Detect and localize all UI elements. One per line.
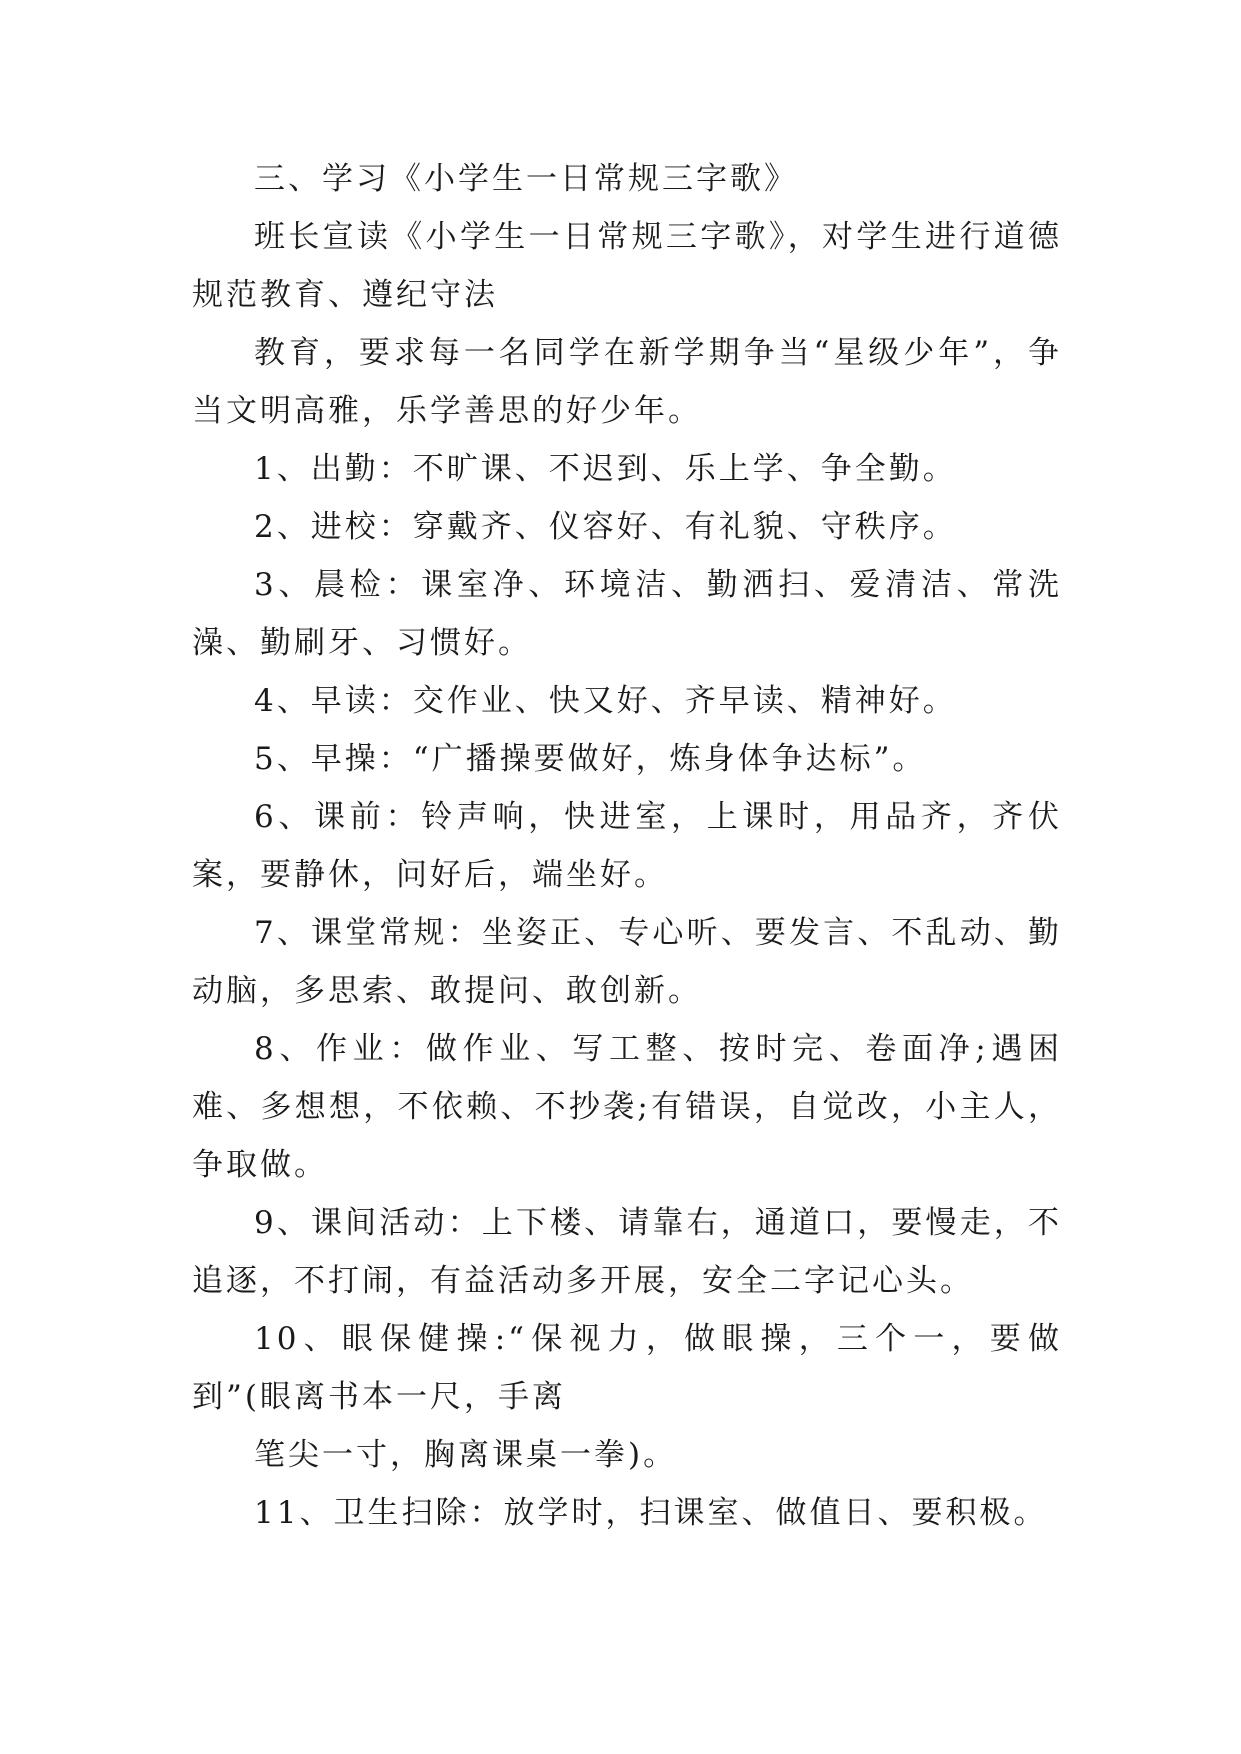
list-item: 4、早读：交作业、快又好、齐早读、精神好。 <box>254 683 957 719</box>
list-item: 5、早操：“广播操要做好，炼身体争达标”。 <box>254 741 927 777</box>
list-item: 9、课间活动：上下楼、请靠右，通道口，要慢走，不追逐，不打闹，有益活动多开展，安全二字记心头。 <box>192 1205 1062 1299</box>
paragraph: 班长宣读《小学生一日常规三字歌》，对学生进行道德规范教育、遵纪守法 <box>192 219 1062 313</box>
list-item: 11、卫生扫除：放学时，扫课室、做值日、要积极。 <box>254 1495 1048 1531</box>
list-item: 2、进校：穿戴齐、仪容好、有礼貌、守秩序。 <box>254 509 957 545</box>
list-item: 6、课前：铃声响，快进室，上课时，用品齐，齐伏案，要静休，问好后，端坐好。 <box>192 799 1062 893</box>
list-item: 8、作业：做作业、写工整、按时完、卷面净;遇困难、多想想，不依赖、不抄袭;有错误，自觉改，小主人，争取做。 <box>192 1031 1062 1183</box>
paragraph: 教育，要求每一名同学在新学期争当“星级少年”，争当文明高雅，乐学善思的好少年。 <box>192 335 1062 429</box>
list-item: 10、眼保健操:“保视力，做眼操，三个一，要做到”(眼离书本一尺，手离 <box>192 1321 1062 1415</box>
section-heading: 三、学习《小学生一日常规三字歌》 <box>254 161 798 197</box>
document-body <box>192 150 1062 1542</box>
list-item: 1、出勤：不旷课、不迟到、乐上学、争全勤。 <box>254 451 957 487</box>
list-item: 7、课堂常规：坐姿正、专心听、要发言、不乱动、勤动脑，多思索、敢提问、敢创新。 <box>192 915 1062 1009</box>
list-item: 3、晨检：课室净、环境洁、勤洒扫、爱清洁、常洗澡、勤刷牙、习惯好。 <box>192 567 1062 661</box>
paragraph: 笔尖一寸，胸离课桌一拳)。 <box>254 1437 678 1473</box>
